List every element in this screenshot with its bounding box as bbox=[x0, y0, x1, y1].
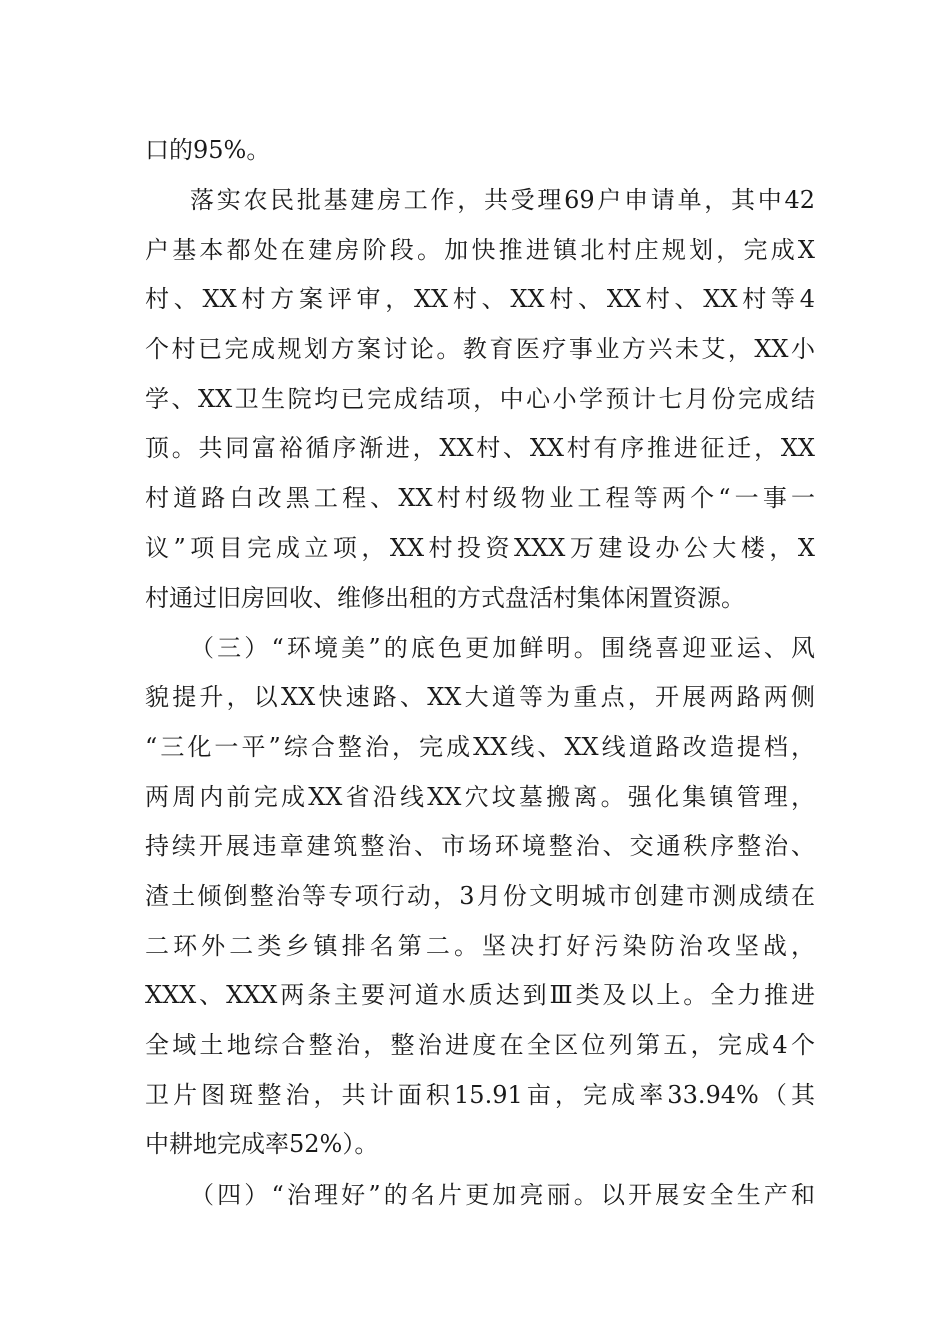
text-line: 个村已完成规划方案讨论。教育医疗事业方兴未艾，XX小 bbox=[145, 335, 815, 363]
text-line: 顶。共同富裕循序渐进，XX村、XX村有序推进征迁，XX bbox=[145, 434, 815, 462]
section-heading-line: （四）“治理好”的名片更加亮丽。以开展安全生产和 bbox=[190, 1181, 815, 1209]
text-line: 两周内前完成XX省沿线XX穴坟墓搬离。强化集镇管理， bbox=[145, 783, 815, 811]
text-line: 户基本都处在建房阶段。加快推进镇北村庄规划，完成X bbox=[145, 236, 815, 264]
text-line: 貌提升，以XX快速路、XX大道等为重点，开展两路两侧 bbox=[145, 683, 815, 711]
text-line: 二环外二类乡镇排名第二。坚决打好污染防治攻坚战， bbox=[145, 932, 815, 960]
text-line: 村、XX村方案评审，XX村、XX村、XX村、XX村等4 bbox=[145, 285, 815, 313]
text-line: 渣土倾倒整治等专项行动，3月份文明城市创建市测成绩在 bbox=[145, 882, 815, 910]
text-line: 议”项目完成立项，XX村投资XXX万建设办公大楼，X bbox=[145, 534, 815, 562]
text-line: 落实农民批基建房工作，共受理69户申请单，其中42 bbox=[190, 186, 815, 214]
section-heading-line: （三）“环境美”的底色更加鲜明。围绕喜迎亚运、风 bbox=[190, 634, 815, 662]
text-line: “三化一平”综合整治，完成XX线、XX线道路改造提档， bbox=[145, 733, 815, 761]
text-line: 持续开展违章建筑整治、市场环境整治、交通秩序整治、 bbox=[145, 832, 815, 860]
text-line: 中耕地完成率52%）。 bbox=[145, 1130, 379, 1158]
text-line: 村道路白改黑工程、XX村村级物业工程等两个“一事一 bbox=[145, 484, 815, 512]
text-line: 村通过旧房回收、维修出租的方式盘活村集体闲置资源。 bbox=[145, 584, 745, 612]
text-line: XXX、XXX两条主要河道水质达到Ⅲ类及以上。全力推进 bbox=[145, 981, 815, 1009]
text-line: 口的95%。 bbox=[145, 136, 271, 164]
text-line: 卫片图斑整治，共计面积15.91亩，完成率33.94%（其 bbox=[145, 1081, 815, 1109]
text-line: 全域土地综合整治，整治进度在全区位列第五，完成4个 bbox=[145, 1031, 815, 1059]
text-line: 学、XX卫生院均已完成结项，中心小学预计七月份完成结 bbox=[145, 385, 815, 413]
